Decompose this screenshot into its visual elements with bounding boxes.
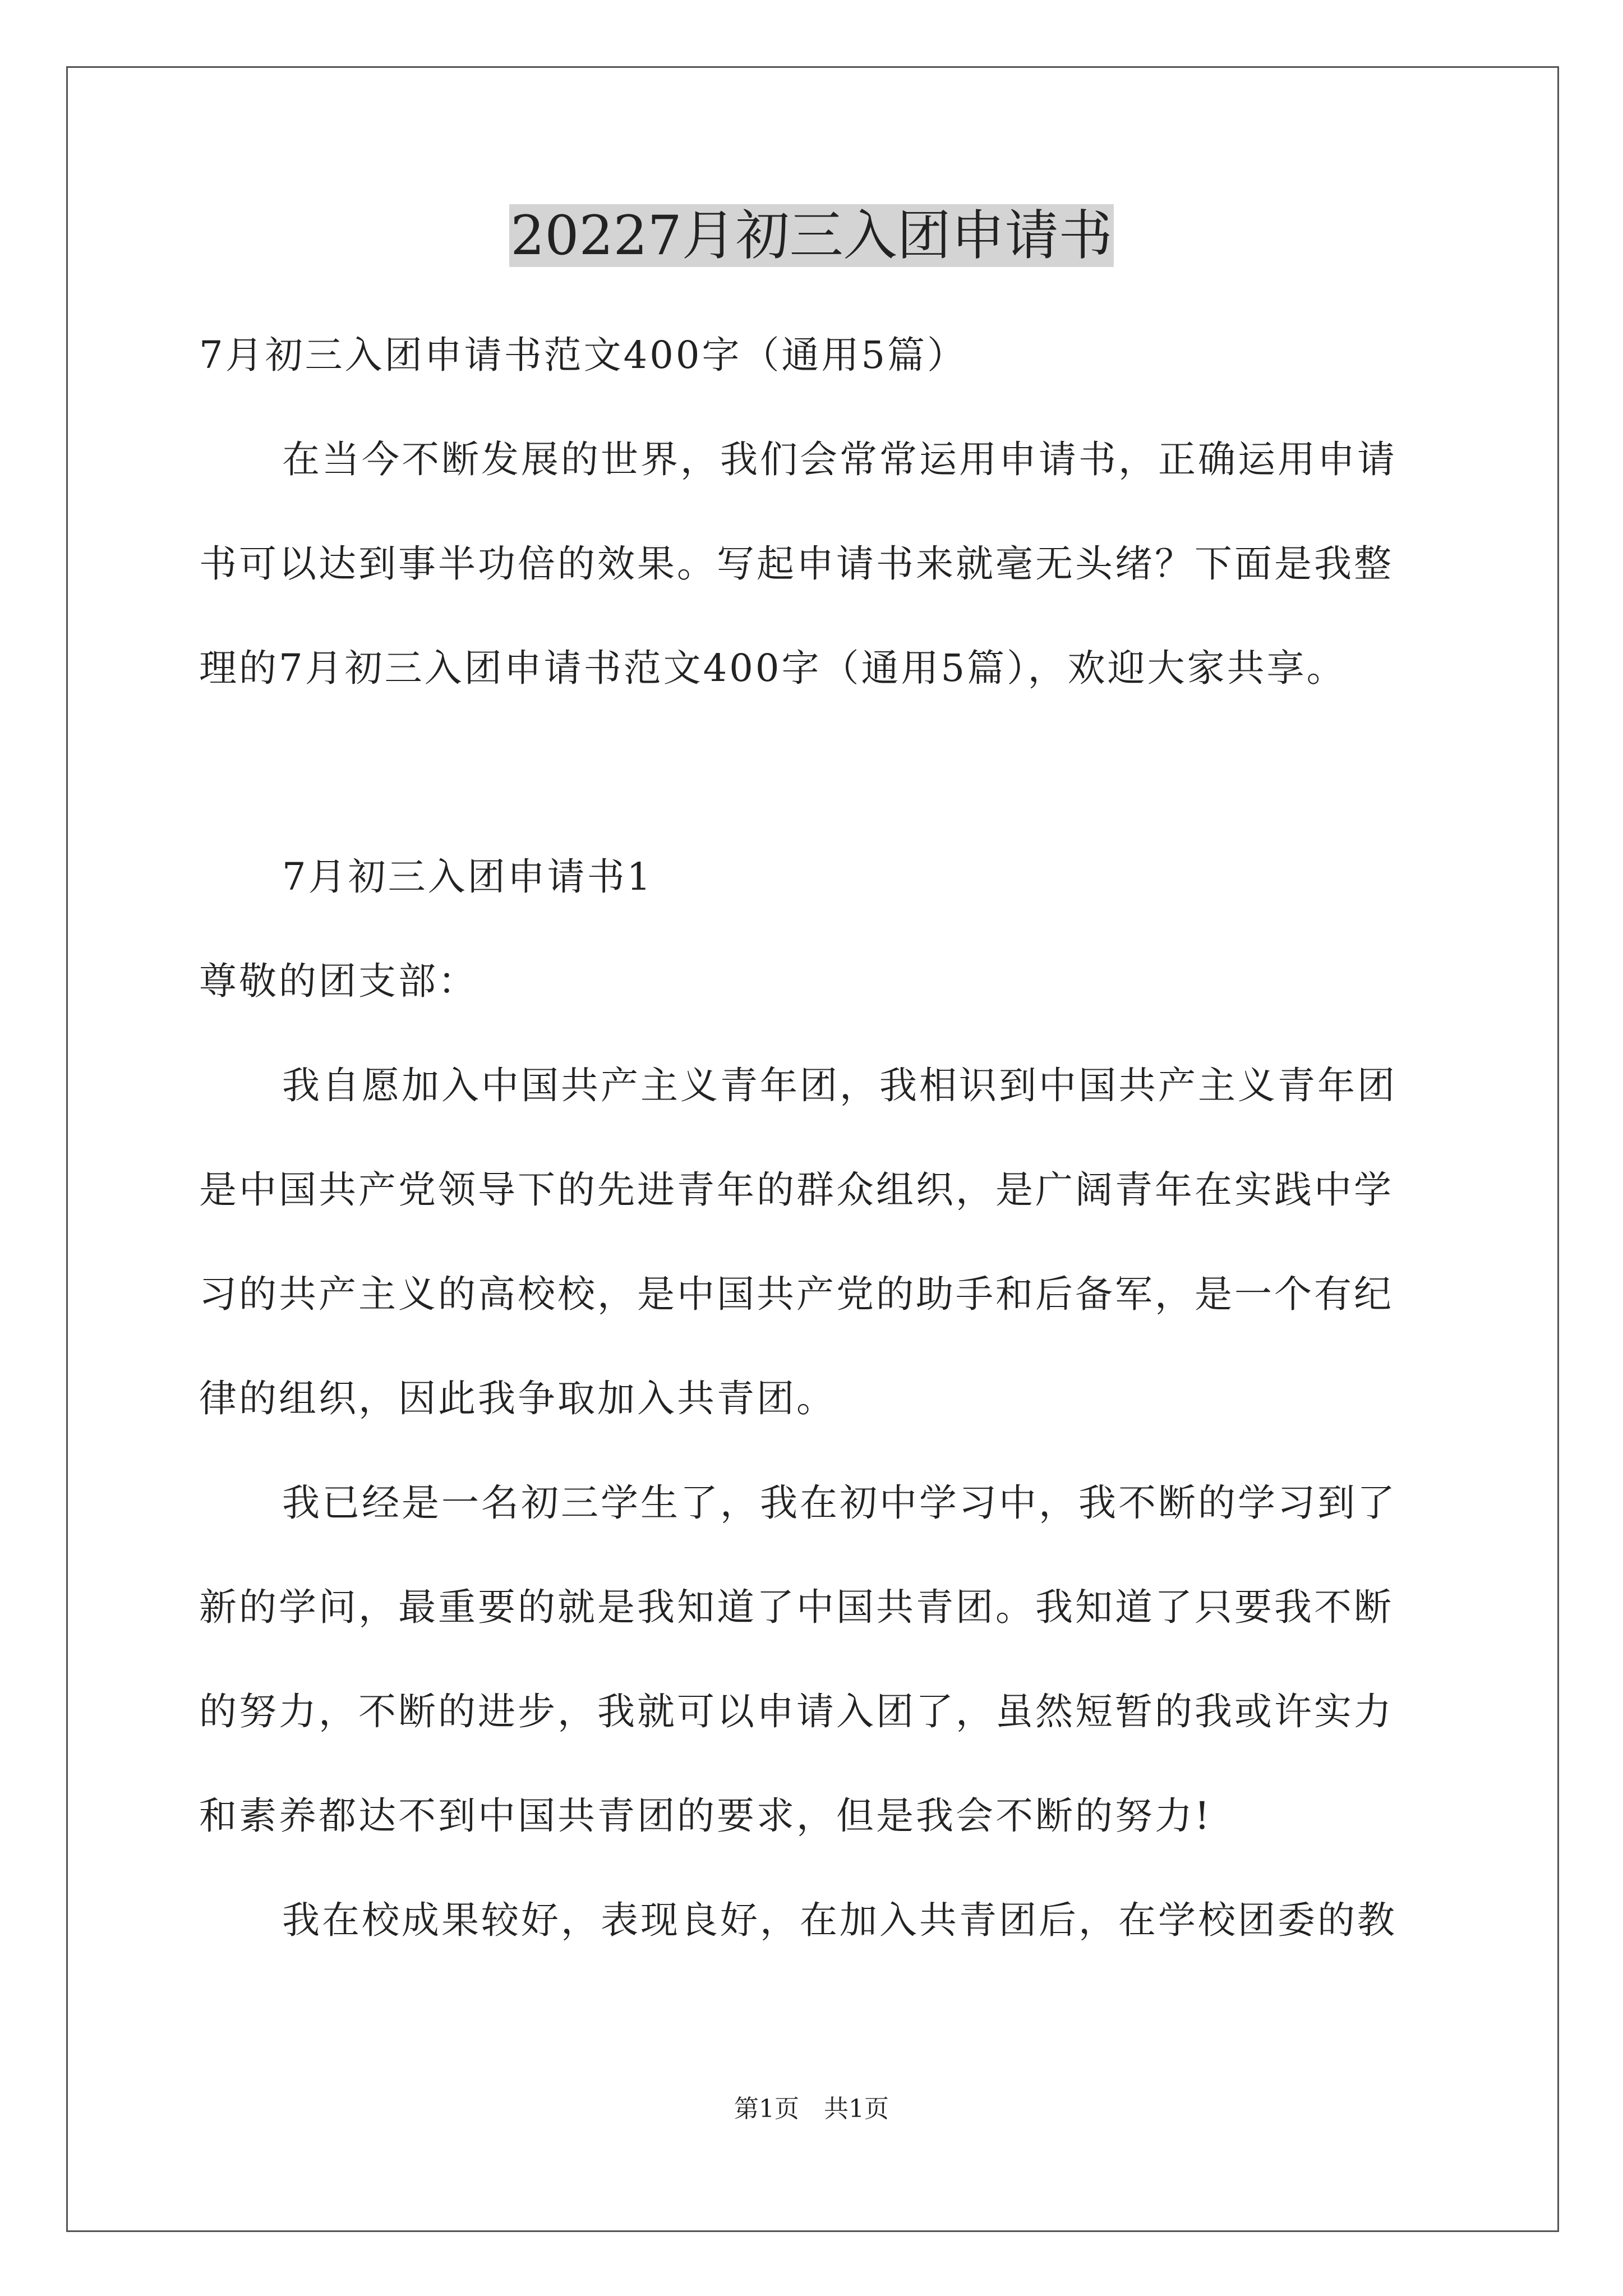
document-body [199, 303, 1433, 1972]
document-title [0, 199, 1623, 272]
document-subtitle: 7月初三入团申请书范文400字（通用5篇） [199, 333, 967, 377]
body-line: 和素养都达不到中国共青团的要求，但是我会不断的努力! [199, 1794, 1212, 1838]
document-title-text: 20227月初三入团申请书 [510, 204, 1113, 267]
intro-line: 书可以达到事半功倍的效果。写起申请书来就毫无头绪？下面是我整 [199, 542, 1394, 586]
body-line: 律的组织，因此我争取加入共青团。 [199, 1377, 836, 1420]
body-line: 我已经是一名初三学生了，我在初中学习中，我不断的学习到了 [282, 1481, 1397, 1525]
body-line: 我自愿加入中国共产主义青年团，我相识到中国共产主义青年团 [282, 1064, 1397, 1107]
page-number-footer: 第1页 共1页 [734, 2095, 889, 2123]
body-line: 我在校成果较好，表现良好，在加入共青团后，在学校团委的教 [282, 1898, 1397, 1942]
body-line: 新的学问，最重要的就是我知道了中国共青团。我知道了只要我不断 [199, 1585, 1394, 1629]
salutation: 尊敬的团支部： [199, 959, 478, 1003]
body-line: 是中国共产党领导下的先进青年的群众组织，是广阔青年在实践中学 [199, 1168, 1394, 1212]
section-heading: 7月初三入团申请书1 [282, 855, 653, 899]
body-line: 习的共产主义的高校校，是中国共产党的助手和后备军，是一个有纪 [199, 1272, 1394, 1316]
body-line: 的努力，不断的进步，我就可以申请入团了，虽然短暂的我或许实力 [199, 1690, 1394, 1733]
intro-line: 在当今不断发展的世界，我们会常常运用申请书，正确运用申请 [282, 438, 1397, 481]
intro-line: 理的7月初三入团申请书范文400字（通用5篇），欢迎大家共享。 [199, 646, 1347, 690]
blank-line [199, 720, 1433, 825]
